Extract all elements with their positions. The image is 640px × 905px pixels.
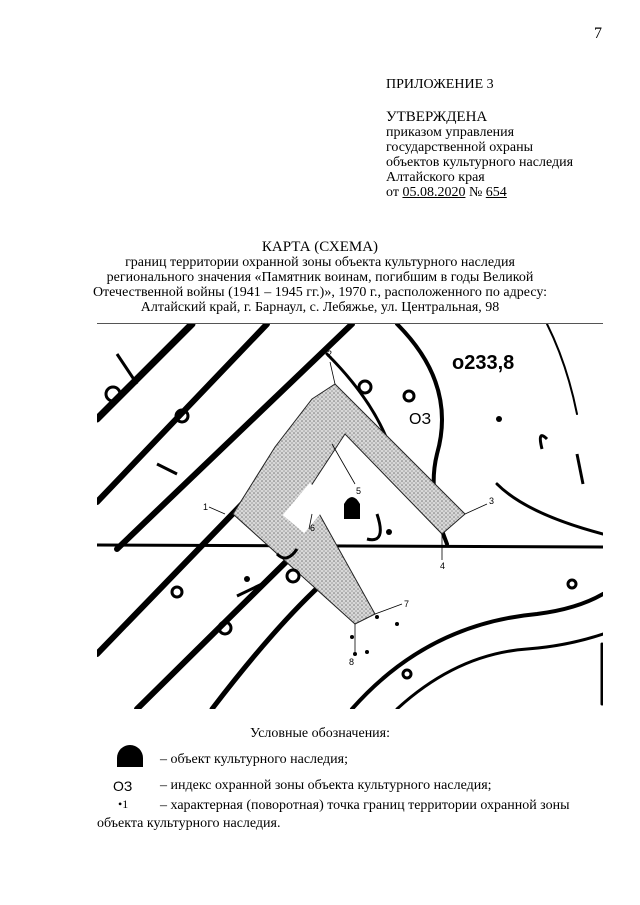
legend-title: Условные обозначения: [249,726,391,741]
street-line [97,545,603,547]
appendix-label: ПРИЛОЖЕНИЕ 3 [386,77,494,92]
legend-zone-text: – индекс охранной зоны объекта культурного наследия; [160,778,492,793]
map-subtitle-line: границ территории охранной зоны объекта культурного наследия [125,255,515,270]
approval-line: Алтайского края [386,170,485,185]
map-subtitle-line: регионального значения «Памятник воинам, погибшим в годы Великой [106,270,534,285]
number-sign: № [465,185,486,200]
monument-legend-icon [117,745,143,767]
approval-line: объектов культурного наследия [386,155,574,170]
approval-block [386,110,573,200]
zone-label: ОЗ [409,411,432,428]
approval-date: 05.08.2020 [402,185,466,200]
zone-legend-symbol: ОЗ [113,778,133,794]
point-label: 1 [203,502,209,512]
monument-symbol [344,497,360,519]
map-svg [97,324,603,709]
approval-title: УТВЕРЖДЕНА [386,109,488,125]
point-label: 2 [327,349,333,359]
legend-monument-text: – объект культурного наследия; [160,752,348,767]
date-prefix: от [386,185,403,200]
point-label: 4 [440,561,446,571]
legend-point-text: – характерная (поворотная) точка границ территории охранной зоны [160,798,570,813]
point-label: 3 [489,496,495,506]
point-label: 8 [349,657,355,667]
point-label: 5 [356,486,362,496]
point-legend-symbol: •1 [118,797,129,811]
map-header [80,240,560,315]
point-label: 7 [404,599,410,609]
approval-line: приказом управления [386,125,515,140]
elevation-label: о233,8 [452,352,515,374]
map-subtitle-line: Алтайский край, г. Барнаул, с. Лебяжье, ул. Центральная, 98 [140,300,500,315]
approval-number: 654 [485,185,507,200]
legend-point-text-cont: объекта культурного наследия. [97,816,281,831]
page-number: 7 [594,25,602,42]
approval-date-line [386,185,573,200]
map-scheme [97,323,603,709]
map-title: КАРТА (СХЕМА) [261,239,379,255]
approval-line: государственной охраны [386,140,534,155]
map-subtitle-line: Отечественной войны (1941 – 1945 гг.)», 1970 г., расположенного по адресу: [92,285,548,300]
point-label: 6 [310,523,316,533]
